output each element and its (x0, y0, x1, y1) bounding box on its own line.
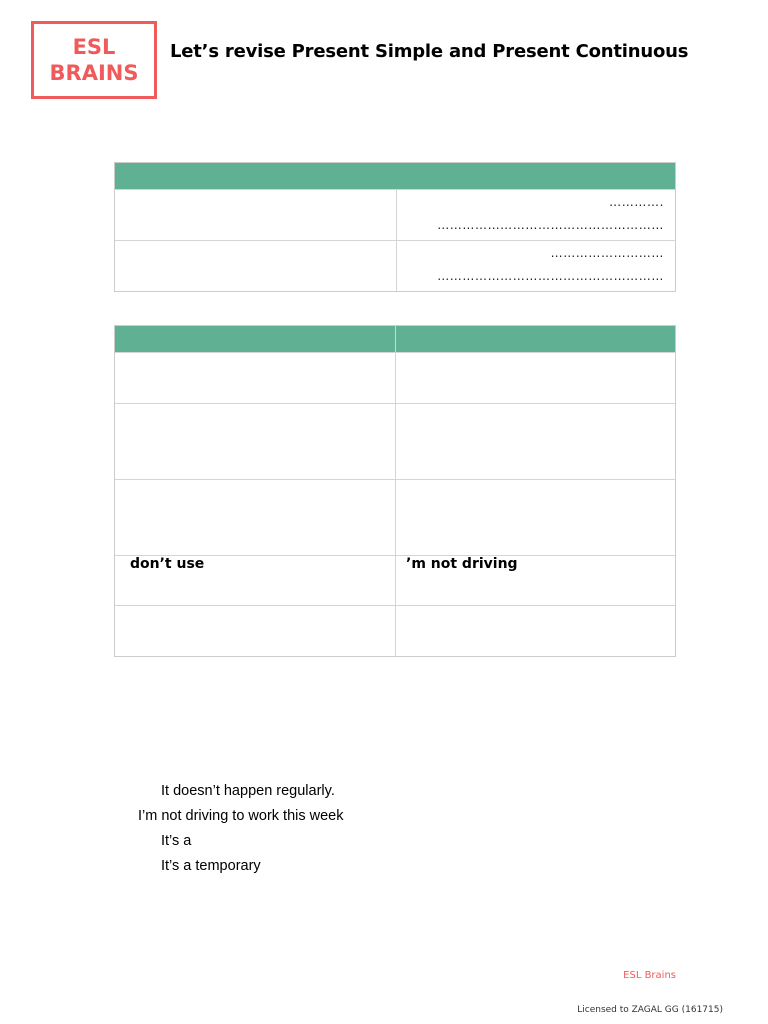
table-row (115, 240, 675, 291)
table-1 (114, 162, 676, 292)
table-cell (115, 190, 396, 240)
sentence-3: It’s a (161, 833, 192, 849)
page-title: Let’s revise Present Simple and Present Continuous (170, 41, 689, 62)
table-cell (115, 241, 396, 291)
table-cell (396, 190, 675, 240)
sentence-2: I’m not driving to work this week (138, 808, 344, 824)
table-2 (114, 325, 676, 657)
table-row (115, 555, 675, 605)
sentence-4: It’s a temporary (161, 858, 261, 874)
table-cell (115, 480, 395, 555)
table-1-header (115, 163, 675, 189)
dotted-blank[interactable]: ……………………………………………… (437, 269, 664, 283)
license-text: Licensed to ZAGAL GG (161715) (577, 1005, 723, 1015)
table-row (115, 479, 675, 555)
table-row (115, 352, 675, 403)
table-2-header-right (395, 326, 675, 352)
table-cell (396, 241, 675, 291)
table-cell (395, 480, 675, 555)
table-cell (395, 556, 675, 605)
logo-line-2: BRAINS (49, 61, 139, 85)
sentence-1: It doesn’t happen regularly. (161, 783, 335, 799)
esl-brains-logo (31, 21, 157, 99)
table-2-header-left (115, 326, 395, 352)
dotted-blank[interactable]: …………. (609, 195, 664, 209)
table-2-header (115, 326, 675, 352)
table-row (115, 189, 675, 240)
logo-line-1: ESL (72, 35, 116, 59)
footer-brand: ESL Brains (623, 970, 676, 981)
cell-text: ’m not driving (406, 556, 518, 572)
table-cell (395, 353, 675, 403)
table-cell (115, 404, 395, 479)
table-cell (115, 606, 395, 656)
dotted-blank[interactable]: ……………………………………………… (437, 218, 664, 232)
dotted-blank[interactable]: ……………………… (550, 246, 664, 260)
table-cell (115, 353, 395, 403)
table-row (115, 403, 675, 479)
table-cell (395, 606, 675, 656)
table-cell (115, 556, 395, 605)
table-cell (395, 404, 675, 479)
table-row (115, 605, 675, 656)
cell-text: don’t use (130, 556, 205, 572)
